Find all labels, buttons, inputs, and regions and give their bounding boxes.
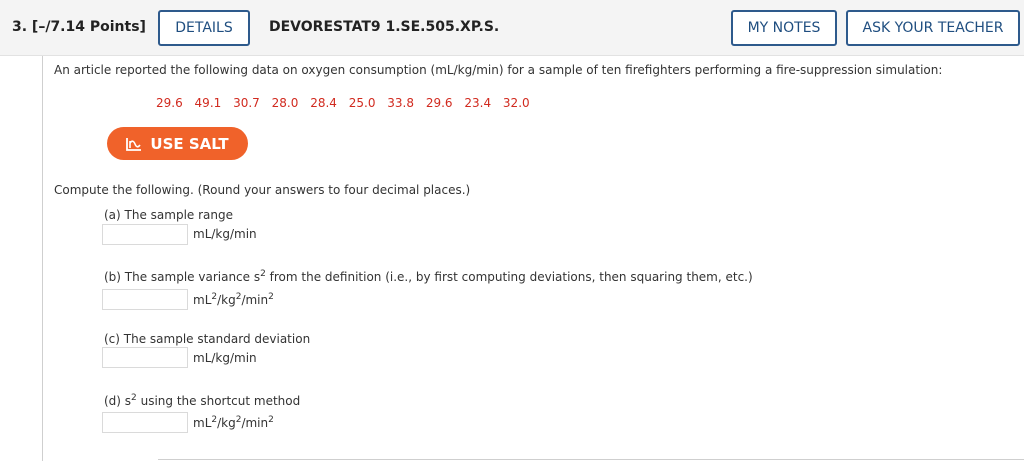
part-a-unit: mL/kg/min [193, 227, 257, 241]
unit-kg: /kg [217, 416, 236, 430]
part-b-label-exponent: 2 [260, 269, 266, 279]
data-value: 32.0 [502, 96, 530, 110]
part-b-unit [193, 292, 274, 307]
ask-your-teacher-button[interactable]: ASK YOUR TEACHER [846, 10, 1020, 46]
part-c-unit: mL/kg/min [193, 351, 257, 365]
my-notes-button[interactable]: MY NOTES [731, 10, 837, 46]
unit-exponent: 2 [211, 415, 218, 425]
unit-min: /min [241, 293, 269, 307]
data-value: 23.4 [464, 96, 492, 110]
use-salt-button[interactable] [107, 127, 248, 160]
problem-intro: An article reported the following data on oxygen consumption (mL/kg/min) for a sample of ten firefighters performing a fire-suppression simulation: [54, 63, 943, 77]
data-value: 28.0 [271, 96, 299, 110]
part-d-label-text: (d) s [104, 394, 132, 408]
part-d-unit [193, 415, 274, 430]
unit-min: /min [241, 416, 269, 430]
data-values [156, 96, 538, 110]
part-b-answer-input[interactable] [102, 289, 188, 310]
chart-line-icon [126, 137, 142, 151]
data-value: 33.8 [387, 96, 414, 110]
unit-exponent: 2 [268, 292, 274, 302]
data-value: 25.0 [348, 96, 376, 110]
details-button[interactable]: DETAILS [158, 10, 250, 46]
data-value: 30.7 [233, 96, 260, 110]
bottom-divider [158, 459, 1024, 460]
part-c-label: (c) The sample standard deviation [104, 332, 311, 346]
part-d-label-exponent: 2 [131, 393, 137, 403]
question-number: 3. [–/7.14 Points] [12, 19, 146, 35]
data-value: 29.6 [425, 96, 453, 110]
left-divider [42, 56, 43, 461]
data-value: 28.4 [310, 96, 337, 110]
unit-ml: mL [193, 293, 212, 307]
part-a-label: (a) The sample range [104, 208, 233, 222]
unit-exponent: 2 [235, 415, 242, 425]
part-d-answer-input[interactable] [102, 412, 188, 433]
unit-exponent: 2 [268, 415, 274, 425]
part-c-answer-input[interactable] [102, 347, 188, 368]
part-b-label [104, 269, 753, 284]
instruction-text: Compute the following. (Round your answers to four decimal places.) [54, 183, 471, 197]
part-d-label [104, 393, 300, 408]
unit-exponent: 2 [235, 292, 242, 302]
question-header [0, 0, 1024, 56]
part-b-label-text: (b) The sample variance s [104, 270, 261, 284]
data-value: 29.6 [156, 96, 183, 110]
unit-kg: /kg [217, 293, 236, 307]
part-b-label-text-rest: from the definition (i.e., by first computing deviations, then squaring them, etc.) [265, 270, 753, 284]
unit-exponent: 2 [211, 292, 218, 302]
part-d-label-text-rest: using the shortcut method [136, 394, 301, 408]
use-salt-label: USE SALT [150, 134, 229, 153]
question-code: DEVORESTAT9 1.SE.505.XP.S. [269, 19, 500, 35]
part-a-answer-input[interactable] [102, 224, 188, 245]
data-value: 49.1 [194, 96, 222, 110]
unit-ml: mL [193, 416, 212, 430]
